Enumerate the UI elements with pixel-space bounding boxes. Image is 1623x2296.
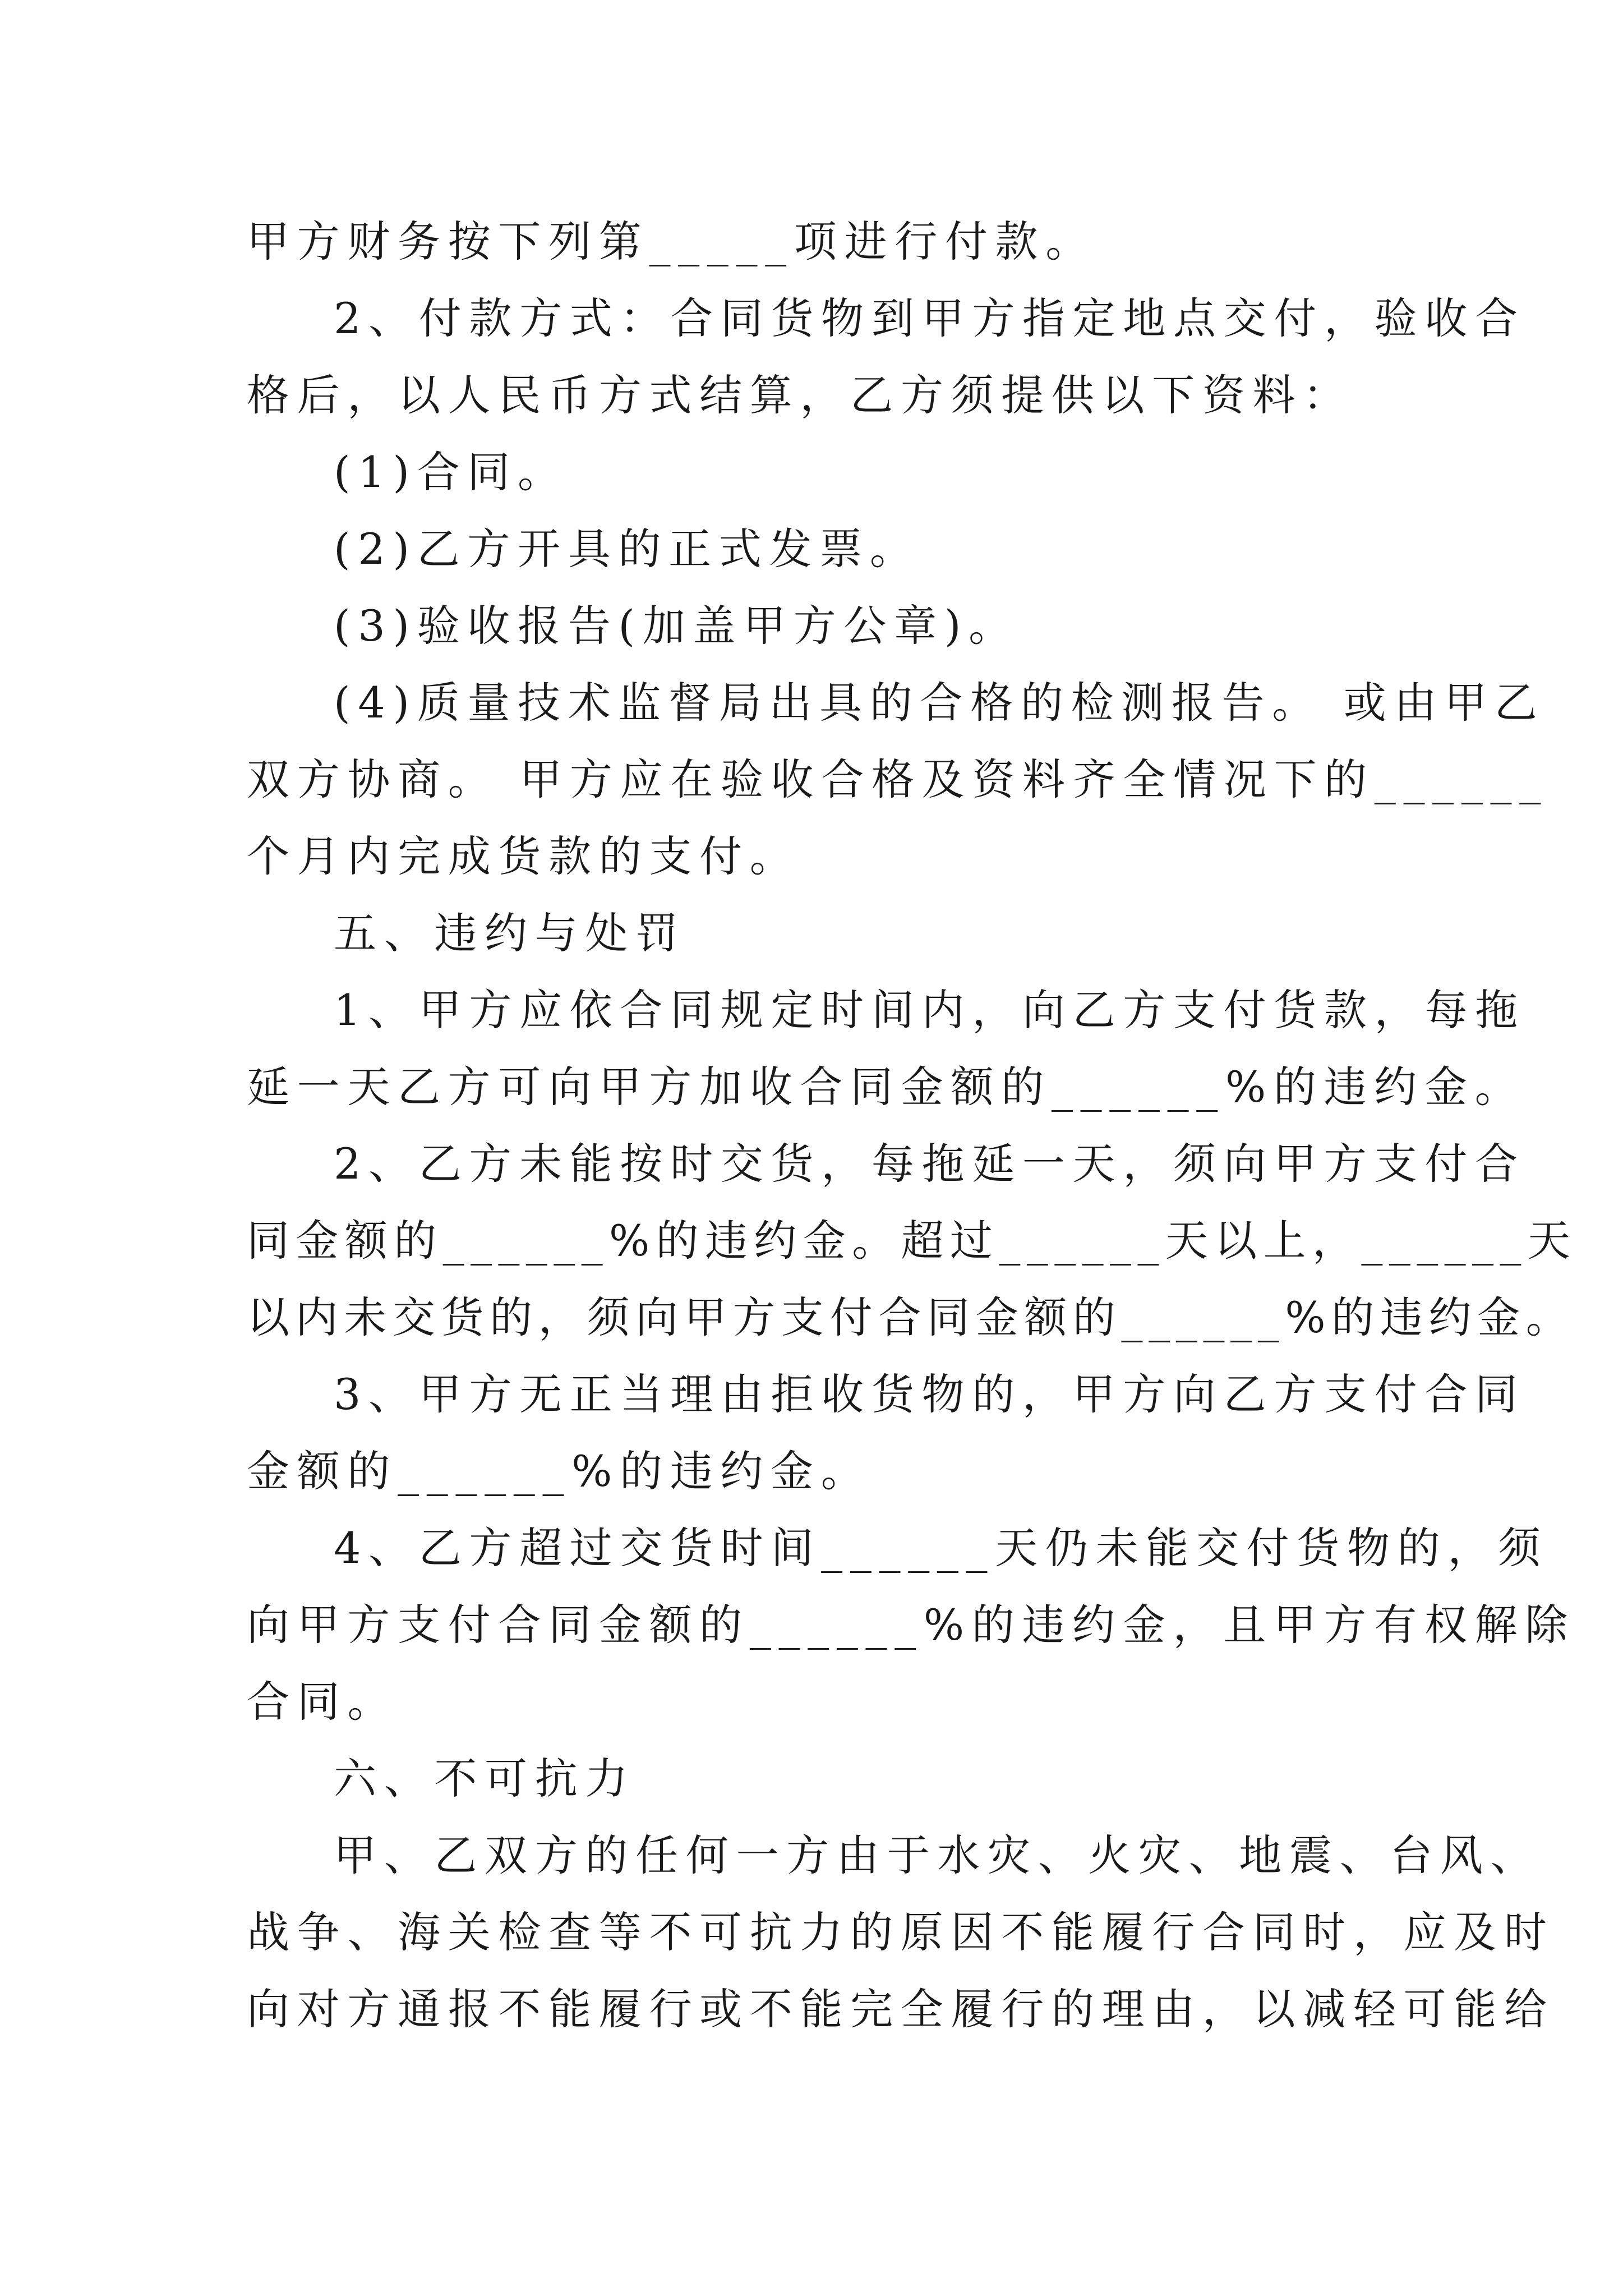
text-line: (3)验收报告(加盖甲方公章)。	[334, 601, 1019, 651]
text-line: 个月内完成货款的支付。	[247, 831, 800, 881]
contract-text	[247, 203, 1577, 2047]
text-line: (2)乙方开具的正式发票。	[334, 524, 920, 574]
text-line: 向甲方支付合同金额的______%的违约金，且甲方有权解除	[247, 1600, 1575, 1650]
text-line: 合同。	[247, 1677, 398, 1727]
text-line: 甲方财务按下列第_____项进行付款。	[247, 217, 1096, 266]
text-line: 甲、乙双方的任何一方由于水灾、火灾、地震、台风、	[334, 1830, 1541, 1880]
text-line: 4、乙方超过交货时间______天仍未能交付货物的，须	[334, 1523, 1548, 1573]
text-line: (1)合同。	[334, 447, 568, 497]
text-line: 2、乙方未能按时交货，每拖延一天，须向甲方支付合	[334, 1139, 1525, 1189]
text-line: 1、甲方应依合同规定时间内，向乙方支付货款，每拖	[334, 985, 1525, 1035]
text-line: 同金额的______%的违约金。超过______天以上，______天	[247, 1216, 1577, 1266]
text-line: 格后，以人民币方式结算，乙方须提供以下资料：	[247, 370, 1353, 420]
text-line: 五、违约与处罚	[334, 908, 686, 958]
text-line: 以内未交货的，须向甲方支付合同金额的______%的违约金。	[247, 1292, 1575, 1342]
text-line: 向对方通报不能履行或不能完全履行的理由，以减轻可能给	[247, 1984, 1555, 2034]
text-line: 2、付款方式：合同货物到甲方指定地点交付，验收合	[334, 293, 1525, 343]
text-line: 延一天乙方可向甲方加收合同金额的______%的违约金。	[247, 1062, 1525, 1112]
text-line: 金额的______%的违约金。	[247, 1446, 872, 1496]
text-line: 双方协商。 甲方应在验收合格及资料齐全情况下的______	[247, 754, 1548, 804]
text-line: 战争、海关检查等不可抗力的原因不能履行合同时，应及时	[247, 1907, 1555, 1957]
text-line: 六、不可抗力	[334, 1754, 636, 1803]
text-line: 3、甲方无正当理由拒收货物的，甲方向乙方支付合同	[334, 1369, 1525, 1419]
text-line: (4)质量技术监督局出具的合格的检测报告。 或由甲乙	[334, 678, 1545, 728]
